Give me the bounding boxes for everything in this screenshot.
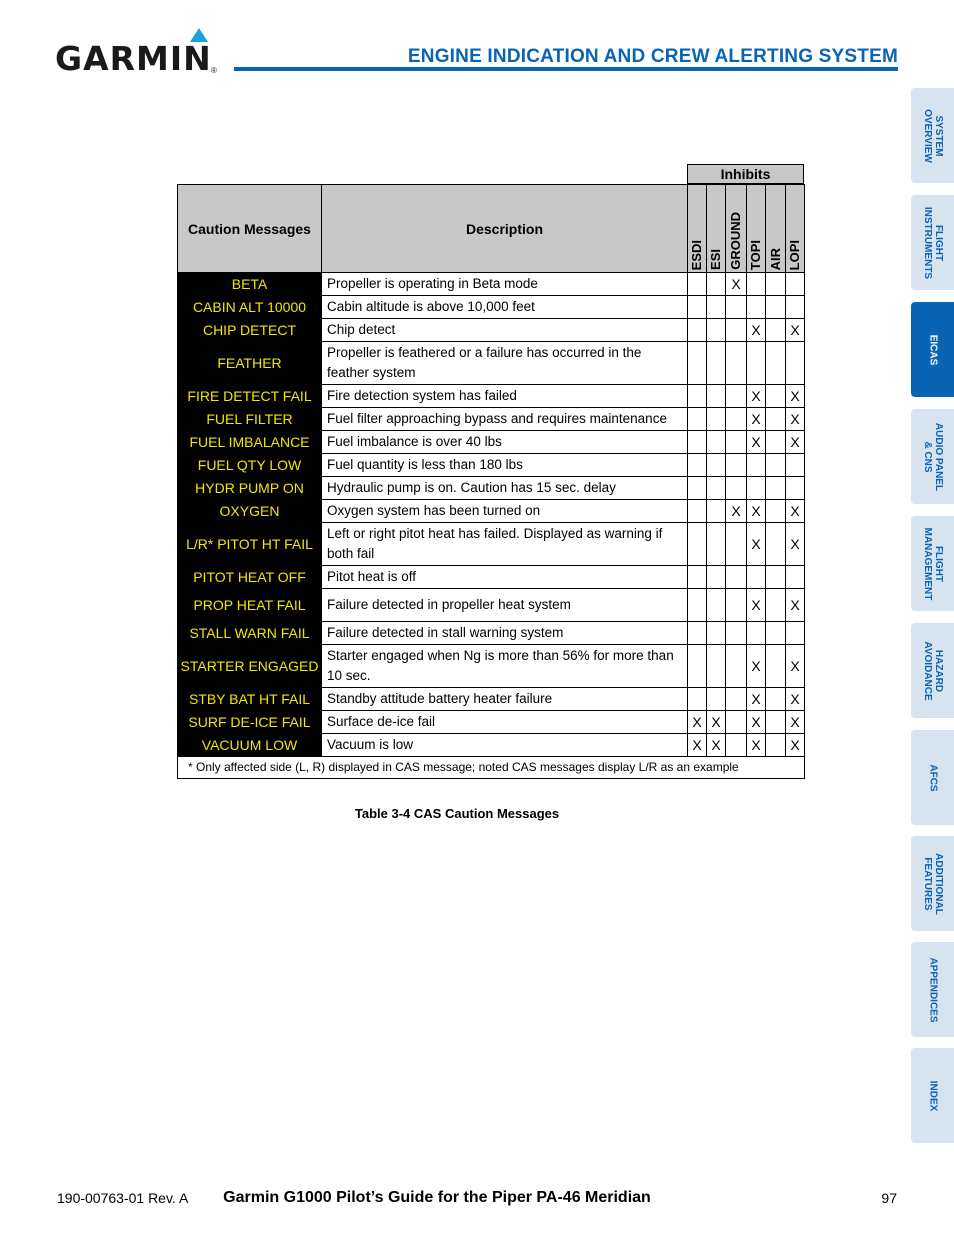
inhibit-col-esdi — [688, 185, 707, 273]
inhibit-mark: X — [786, 589, 805, 622]
inhibit-mark — [766, 622, 786, 645]
tab-label: AFCS — [927, 763, 938, 792]
inhibit-mark: X — [786, 431, 805, 454]
inhibit-mark — [707, 645, 726, 688]
inhibit-mark — [747, 477, 766, 500]
table-row — [178, 385, 805, 408]
inhibit-mark — [766, 688, 786, 711]
inhibit-mark: X — [786, 385, 805, 408]
inhibit-mark — [688, 500, 707, 523]
caution-description: Hydraulic pump is on. Caution has 15 sec. delay — [322, 477, 688, 500]
inhibit-mark — [766, 645, 786, 688]
caution-message: FUEL QTY LOW — [178, 454, 322, 477]
table-row — [178, 342, 805, 385]
inhibit-mark — [707, 296, 726, 319]
page-number: 97 — [881, 1190, 897, 1206]
inhibit-mark: X — [747, 711, 766, 734]
inhibit-mark — [707, 523, 726, 566]
inhibit-mark — [766, 319, 786, 342]
inhibit-mark — [707, 431, 726, 454]
tab-hazard-avoidance[interactable] — [911, 623, 954, 718]
caution-description: Left or right pitot heat has failed. Displayed as warning if both fail — [322, 523, 688, 566]
inhibit-mark — [766, 523, 786, 566]
tab-label: APPENDICES — [927, 956, 938, 1023]
inhibit-mark — [747, 273, 766, 296]
garmin-logo — [55, 28, 225, 76]
tab-label: INDEX — [927, 1080, 938, 1111]
tab-label: SYSTEM OVERVIEW — [921, 108, 944, 163]
inhibit-col-label: AIR — [767, 247, 783, 270]
inhibit-mark: X — [747, 734, 766, 757]
section-title: ENGINE INDICATION AND CREW ALERTING SYSTEM — [407, 46, 898, 67]
caution-message: FUEL FILTER — [178, 408, 322, 431]
inhibit-col-air — [766, 185, 786, 273]
inhibit-mark: X — [786, 688, 805, 711]
inhibit-mark: X — [747, 645, 766, 688]
inhibit-mark — [786, 566, 805, 589]
caution-message: FIRE DETECT FAIL — [178, 385, 322, 408]
inhibit-mark — [688, 645, 707, 688]
tab-appendices[interactable] — [911, 942, 954, 1037]
inhibit-mark — [726, 319, 747, 342]
inhibit-mark — [747, 454, 766, 477]
inhibit-mark: X — [786, 319, 805, 342]
table-row — [178, 454, 805, 477]
inhibit-col-label: GROUND — [728, 212, 743, 270]
caution-description: Surface de-ice fail — [322, 711, 688, 734]
caution-message: BETA — [178, 273, 322, 296]
caution-message: FEATHER — [178, 342, 322, 385]
table-row — [178, 523, 805, 566]
inhibit-mark — [707, 622, 726, 645]
inhibit-mark — [688, 342, 707, 385]
inhibit-mark — [766, 385, 786, 408]
inhibit-mark: X — [747, 408, 766, 431]
tab-label: EICAS — [927, 334, 938, 365]
logo-registered-mark: ® — [211, 66, 217, 75]
tab-flight-management[interactable] — [911, 516, 954, 611]
inhibit-mark — [786, 296, 805, 319]
caution-description: Fuel filter approaching bypass and requires maintenance — [322, 408, 688, 431]
inhibit-mark — [766, 477, 786, 500]
inhibit-mark — [688, 296, 707, 319]
inhibit-mark — [726, 523, 747, 566]
tab-audio-panel-cns[interactable] — [911, 409, 954, 504]
tab-system-overview[interactable] — [911, 88, 954, 183]
inhibit-mark — [688, 431, 707, 454]
inhibit-mark — [707, 688, 726, 711]
inhibit-mark: X — [786, 500, 805, 523]
inhibit-mark — [726, 645, 747, 688]
inhibit-mark — [688, 589, 707, 622]
footnote-row — [178, 757, 805, 779]
inhibit-mark: X — [747, 500, 766, 523]
inhibit-mark — [747, 342, 766, 385]
inhibit-mark — [688, 622, 707, 645]
table-row — [178, 566, 805, 589]
inhibit-mark — [726, 408, 747, 431]
tab-eicas[interactable] — [911, 302, 954, 397]
inhibit-col-label: LOPI — [787, 239, 802, 270]
table-row — [178, 477, 805, 500]
caution-description: Fuel quantity is less than 180 lbs — [322, 454, 688, 477]
table-row — [178, 734, 805, 757]
table-row — [178, 408, 805, 431]
table-row — [178, 711, 805, 734]
inhibit-mark — [726, 431, 747, 454]
tab-label: AUDIO PANEL & CNS — [921, 422, 944, 491]
inhibit-mark — [707, 589, 726, 622]
inhibit-mark: X — [747, 589, 766, 622]
inhibit-col-label: ESDI — [689, 239, 704, 270]
inhibit-mark — [726, 566, 747, 589]
table-caption: Table 3-4 CAS Caution Messages — [354, 806, 560, 821]
tab-label: FLIGHT INSTRUMENTS — [921, 206, 944, 279]
inhibit-mark — [726, 477, 747, 500]
inhibit-mark — [707, 342, 726, 385]
inhibit-col-esi — [707, 185, 726, 273]
caution-message: VACUUM LOW — [178, 734, 322, 757]
inhibit-mark — [726, 734, 747, 757]
inhibit-col-lopi — [786, 185, 805, 273]
inhibit-mark — [688, 385, 707, 408]
guide-title: Garmin G1000 Pilot’s Guide for the Piper PA-46 Meridian — [223, 1189, 651, 1206]
inhibit-mark — [726, 342, 747, 385]
inhibit-mark: X — [707, 711, 726, 734]
inhibit-mark: X — [688, 734, 707, 757]
caution-description: Pitot heat is off — [322, 566, 688, 589]
inhibit-mark: X — [726, 500, 747, 523]
inhibit-mark — [688, 688, 707, 711]
inhibit-mark: X — [707, 734, 726, 757]
inhibit-mark — [786, 273, 805, 296]
caution-messages-header: Caution Messages — [178, 185, 322, 273]
inhibit-mark: X — [747, 523, 766, 566]
tab-additional-features[interactable] — [911, 836, 954, 931]
table-row — [178, 645, 805, 688]
table-row — [178, 296, 805, 319]
caution-message: CABIN ALT 10000 — [178, 296, 322, 319]
caution-description: Propeller is operating in Beta mode — [322, 273, 688, 296]
inhibit-col-label: TOPI — [748, 239, 763, 270]
caution-message: PITOT HEAT OFF — [178, 566, 322, 589]
inhibit-mark — [766, 342, 786, 385]
inhibit-mark — [726, 622, 747, 645]
table-row — [178, 431, 805, 454]
caution-message: STBY BAT HT FAIL — [178, 688, 322, 711]
footnote: * Only affected side (L, R) displayed in CAS message; noted CAS messages display L/R as an example — [178, 757, 805, 779]
inhibit-mark — [707, 385, 726, 408]
inhibit-mark — [766, 454, 786, 477]
inhibit-mark: X — [747, 431, 766, 454]
inhibit-mark — [766, 296, 786, 319]
table-row — [178, 688, 805, 711]
inhibit-mark — [707, 408, 726, 431]
table-row — [178, 589, 805, 622]
inhibit-mark — [786, 622, 805, 645]
inhibit-mark — [688, 273, 707, 296]
caution-message: SURF DE-ICE FAIL — [178, 711, 322, 734]
caution-description: Chip detect — [322, 319, 688, 342]
inhibit-mark — [688, 454, 707, 477]
inhibit-mark: X — [747, 319, 766, 342]
inhibit-col-ground — [726, 185, 747, 273]
tab-label: FLIGHT MANAGEMENT — [921, 527, 944, 600]
inhibit-mark — [747, 622, 766, 645]
inhibit-mark — [786, 477, 805, 500]
inhibit-mark — [766, 431, 786, 454]
inhibit-mark — [766, 566, 786, 589]
inhibit-mark — [707, 477, 726, 500]
caution-message: OXYGEN — [178, 500, 322, 523]
inhibit-mark — [726, 688, 747, 711]
inhibit-mark: X — [786, 523, 805, 566]
caution-description: Propeller is feathered or a failure has occurred in the feather system — [322, 342, 688, 385]
caution-description: Failure detected in stall warning system — [322, 622, 688, 645]
inhibit-mark — [766, 711, 786, 734]
table-row — [178, 500, 805, 523]
inhibit-col-topi — [747, 185, 766, 273]
caution-message: STARTER ENGAGED — [178, 645, 322, 688]
inhibit-mark — [726, 385, 747, 408]
inhibit-mark — [747, 566, 766, 589]
inhibit-mark — [766, 273, 786, 296]
inhibit-mark — [766, 589, 786, 622]
caution-description: Fuel imbalance is over 40 lbs — [322, 431, 688, 454]
tab-label: ADDITIONAL FEATURES — [921, 852, 944, 915]
inhibit-mark — [786, 454, 805, 477]
inhibit-mark — [707, 500, 726, 523]
inhibit-mark: X — [747, 688, 766, 711]
inhibit-mark — [726, 296, 747, 319]
caution-description: Vacuum is low — [322, 734, 688, 757]
logo-text: GARMIN — [55, 39, 212, 78]
inhibit-mark — [766, 500, 786, 523]
inhibit-mark — [707, 319, 726, 342]
tab-index[interactable] — [911, 1048, 954, 1143]
caution-description: Failure detected in propeller heat system — [322, 589, 688, 622]
inhibit-mark: X — [786, 711, 805, 734]
inhibit-mark: X — [786, 645, 805, 688]
caution-description: Standby attitude battery heater failure — [322, 688, 688, 711]
inhibit-mark: X — [786, 734, 805, 757]
inhibit-mark: X — [726, 273, 747, 296]
inhibit-mark — [688, 523, 707, 566]
inhibit-mark — [726, 711, 747, 734]
description-header: Description — [322, 185, 688, 273]
caution-message: FUEL IMBALANCE — [178, 431, 322, 454]
inhibit-col-label: ESI — [708, 249, 723, 270]
inhibit-mark — [707, 273, 726, 296]
inhibit-mark — [688, 408, 707, 431]
table-row — [178, 622, 805, 645]
table-row — [178, 319, 805, 342]
tab-label: HAZARD AVOIDANCE — [921, 640, 944, 701]
inhibit-mark — [707, 566, 726, 589]
caution-description: Fire detection system has failed — [322, 385, 688, 408]
inhibit-mark — [766, 408, 786, 431]
inhibit-mark — [688, 319, 707, 342]
caution-description: Oxygen system has been turned on — [322, 500, 688, 523]
inhibit-mark — [726, 454, 747, 477]
inhibit-mark: X — [786, 408, 805, 431]
caution-description: Starter engaged when Ng is more than 56% for more than 10 sec. — [322, 645, 688, 688]
table-row — [178, 273, 805, 296]
caution-message: STALL WARN FAIL — [178, 622, 322, 645]
inhibit-mark — [786, 342, 805, 385]
inhibit-mark — [766, 734, 786, 757]
inhibit-mark — [707, 454, 726, 477]
inhibit-mark — [688, 566, 707, 589]
caution-message: L/R* PITOT HT FAIL — [178, 523, 322, 566]
inhibit-mark: X — [747, 385, 766, 408]
inhibit-mark — [726, 589, 747, 622]
caution-message: HYDR PUMP ON — [178, 477, 322, 500]
inhibit-mark — [747, 296, 766, 319]
inhibit-mark: X — [688, 711, 707, 734]
caution-message: PROP HEAT FAIL — [178, 589, 322, 622]
tab-flight-instruments[interactable] — [911, 195, 954, 290]
caution-message: CHIP DETECT — [178, 319, 322, 342]
doc-number: 190-00763-01 Rev. A — [57, 1190, 189, 1206]
caution-description: Cabin altitude is above 10,000 feet — [322, 296, 688, 319]
inhibits-header: Inhibits — [687, 164, 804, 184]
inhibit-mark — [688, 477, 707, 500]
